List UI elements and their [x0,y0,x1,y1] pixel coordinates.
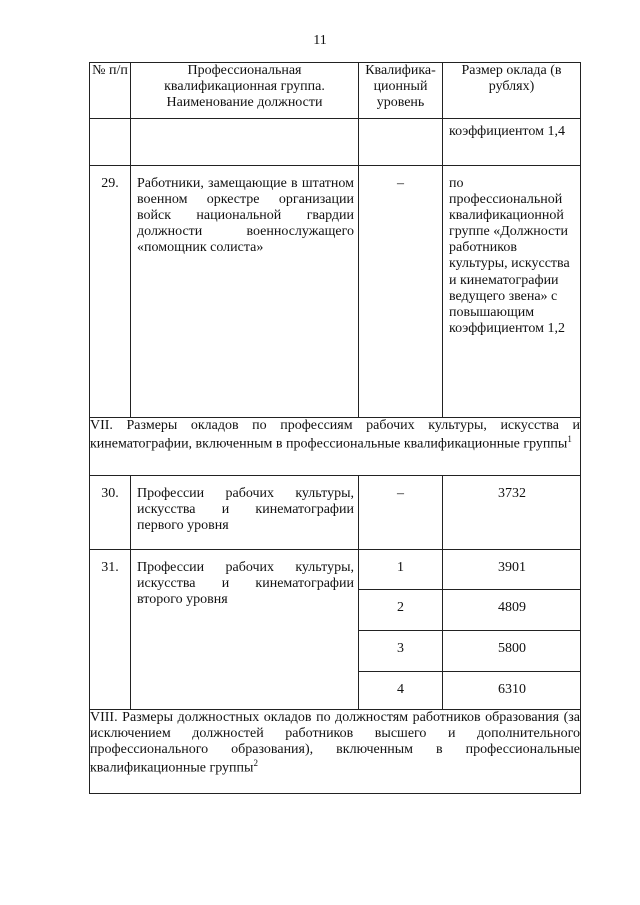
table-row-continuation [90,119,581,166]
cell-level: 2 [359,590,443,631]
section-text [90,710,581,794]
cell-salary: по профессиональной квалификационной группе «Должности работников культуры, искусства и кинематографии ведущего звена» с повышающим коэффициентом 1,2 [443,166,581,418]
cell-salary: 6310 [443,672,581,710]
cell-level: – [359,166,443,418]
cell-name [131,119,359,166]
cell-salary: 3901 [443,550,581,590]
cell-salary: коэффициентом 1,4 [443,119,581,166]
header-no: № п/п [90,63,131,119]
cell-level [359,119,443,166]
cell-level: 4 [359,672,443,710]
cell-level: 1 [359,550,443,590]
section-viii-text: VIII. Размеры должностных окладов по должностям работников образования (за исключением должностей работников высшего и дополнительного профессионального образования), включенным в профессиональные квалификационные группы [90,710,580,776]
cell-no: 30. [90,476,131,550]
page-number: 11 [313,33,327,48]
header-group: Профессиональная квалификационная группа. Наименование должности [131,63,359,119]
cell-no: 31. [90,550,131,710]
section-text [90,418,581,476]
table-row-31 [90,550,581,590]
section-vii-text: VII. Размеры окладов по профессиям рабочих культуры, искусства и кинематографии, включенным в профессиональные квалификационные группы [90,418,580,452]
cell-name: Профессии рабочих культуры, искусства и кинематографии второго уровня [131,550,359,710]
table-row-30 [90,476,581,550]
salary-table [89,62,581,794]
cell-no: 29. [90,166,131,418]
cell-salary: 4809 [443,590,581,631]
table-header-row [90,63,581,119]
cell-name: Работники, замещающие в штатном военном оркестре организации войск национальной гвардии должности военнослужащего «помощник солиста» [131,166,359,418]
cell-name: Профессии рабочих культуры, искусства и кинематографии первого уровня [131,476,359,550]
cell-salary: 5800 [443,631,581,672]
cell-level: – [359,476,443,550]
section-heading-vii [90,418,581,476]
cell-level: 3 [359,631,443,672]
cell-salary: 3732 [443,476,581,550]
header-salary: Размер оклада (в рублях) [443,63,581,119]
section-heading-viii [90,710,581,794]
table-row-29 [90,166,581,418]
footnote-marker: 2 [253,758,258,769]
footnote-marker: 1 [567,434,572,445]
cell-no [90,119,131,166]
header-level: Квалифика-ционный уровень [359,63,443,119]
